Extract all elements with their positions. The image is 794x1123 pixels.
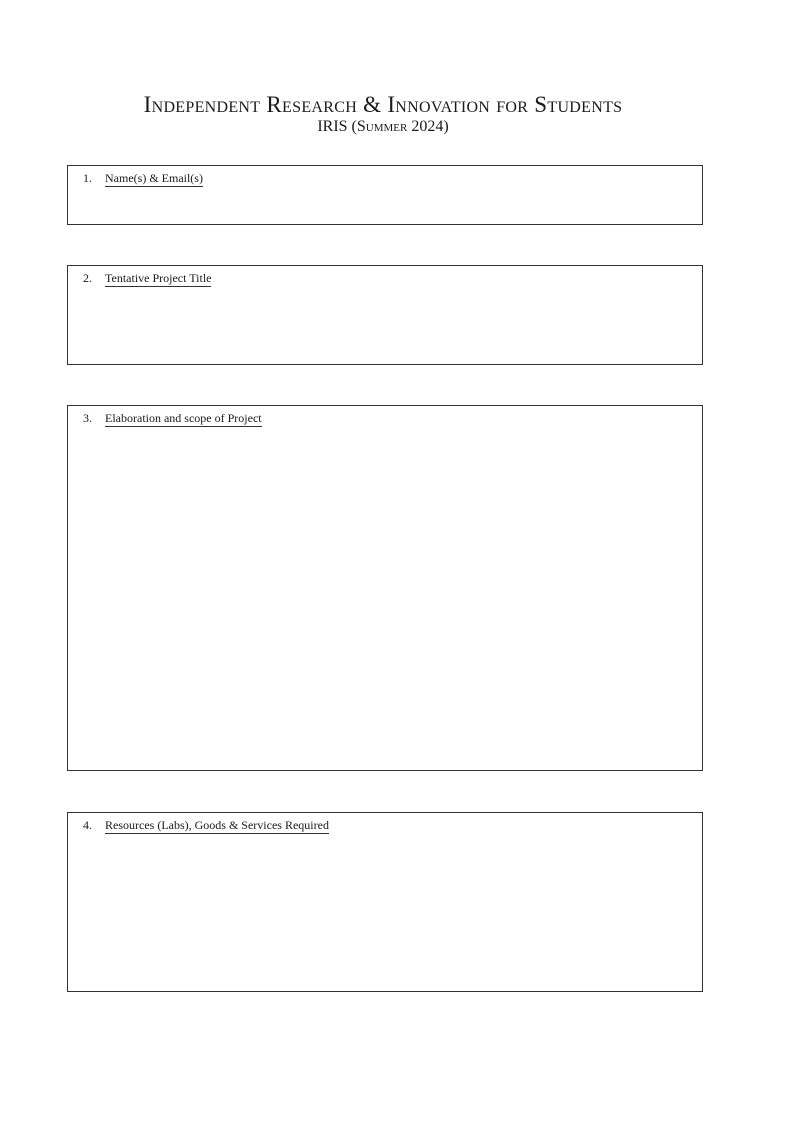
subtitle-prefix: IRIS ( bbox=[317, 118, 357, 135]
subtitle-suffix: 2024) bbox=[407, 118, 449, 135]
subtitle-term: Summer bbox=[356, 118, 408, 135]
field-title: Elaboration and scope of Project bbox=[105, 411, 262, 425]
field-title: Name(s) & Email(s) bbox=[105, 171, 203, 185]
field-number: 1. bbox=[83, 171, 92, 185]
project-title-field[interactable] bbox=[67, 265, 703, 365]
field-label bbox=[83, 171, 203, 187]
names-emails-field[interactable] bbox=[67, 165, 703, 225]
field-number: 2. bbox=[83, 271, 92, 285]
field-label bbox=[83, 271, 211, 287]
project-scope-field[interactable] bbox=[67, 405, 703, 771]
field-label bbox=[83, 411, 262, 427]
field-title: Resources (Labs), Goods & Services Required bbox=[105, 818, 329, 832]
field-number: 4. bbox=[83, 818, 92, 832]
field-title: Tentative Project Title bbox=[105, 271, 212, 285]
page-title: Independent Research & Innovation for Students bbox=[143, 92, 623, 117]
field-label bbox=[83, 818, 329, 834]
resources-required-field[interactable] bbox=[67, 812, 703, 992]
page-subtitle bbox=[0, 117, 766, 137]
field-number: 3. bbox=[83, 411, 92, 425]
